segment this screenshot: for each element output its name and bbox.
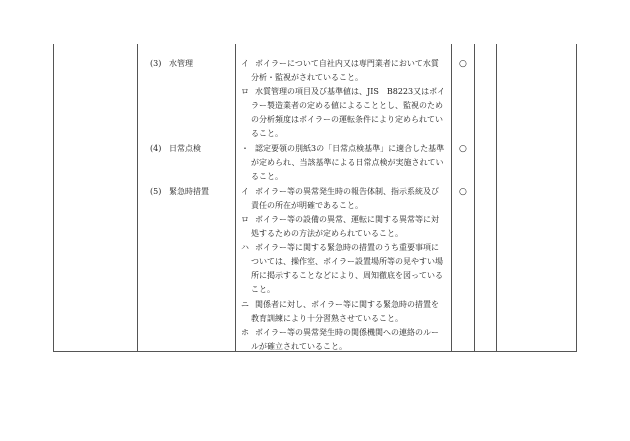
section-number: (5)	[150, 187, 162, 196]
item-line: ること。	[251, 129, 283, 138]
section-label: 緊急時措置	[169, 187, 209, 196]
item-line: 所に掲示することなどにより、周知徹底を図っている	[251, 271, 443, 280]
item-line: ラー製造業者の定める値によることとし、監視のため	[251, 101, 443, 110]
item-line: ボイラーについて自社内又は専門業者において水質	[255, 59, 439, 68]
item-line: ボイラー等に関する緊急時の措置のうち重要事項に	[255, 243, 439, 252]
table-border-right	[576, 44, 577, 352]
item-line: ボイラー等の設備の異常、運転に関する異常等に対	[255, 215, 439, 224]
table-divider-1	[137, 44, 138, 352]
section-label: 日常点検	[169, 144, 201, 153]
item-line: 教育訓練により十分習熟させていること。	[251, 314, 403, 323]
check-mark: ○	[459, 187, 467, 197]
item-mark: イ	[241, 187, 249, 196]
item-line: ボイラー等の異常発生時の報告体制、指示系統及び	[255, 187, 439, 196]
item-line: 責任の所在が明確であること。	[251, 201, 363, 210]
item-mark: ハ	[241, 243, 249, 252]
item-line: 関係者に対し、ボイラー等に関する緊急時の措置を	[255, 300, 439, 309]
section-label: 水管理	[169, 59, 193, 68]
table-divider-3	[451, 44, 452, 352]
table-divider-5	[496, 44, 497, 352]
item-line: ルが確立されていること。	[251, 342, 347, 351]
section-number: (3)	[150, 59, 162, 68]
item-line: 処するための方法が定められていること。	[251, 229, 403, 238]
table-divider-2	[235, 44, 236, 352]
item-line: が定められ、当該基準による日常点検が実施されてい	[251, 158, 444, 167]
item-mark: イ	[241, 59, 249, 68]
item-line: ること。	[251, 172, 283, 181]
section-number: (4)	[150, 144, 162, 153]
item-mark: ロ	[241, 215, 249, 224]
table-border-left	[53, 44, 54, 352]
item-line: 認定要領の別紙3の「日常点検基準」に適合した基準	[255, 144, 445, 153]
item-line: ボイラー等の異常発生時の関係機関への連絡のルー	[255, 328, 439, 337]
item-mark: ・	[241, 144, 249, 153]
item-line: こと。	[251, 285, 275, 294]
item-line: ついては、操作室、ボイラー設置場所等の見やすい場	[251, 257, 443, 266]
item-line: 分析・監視がされていること。	[251, 73, 363, 82]
item-mark: ニ	[241, 300, 249, 309]
item-mark: ホ	[241, 328, 249, 337]
item-line: の分析頻度はボイラーの運転条件により定められてい	[251, 115, 443, 124]
table-divider-4	[474, 44, 475, 352]
check-mark: ○	[459, 144, 467, 154]
item-line: 水質管理の項目及び基準値は、JIS B8223又はボイ	[255, 87, 446, 96]
check-mark: ○	[459, 59, 467, 69]
item-mark: ロ	[241, 87, 249, 96]
